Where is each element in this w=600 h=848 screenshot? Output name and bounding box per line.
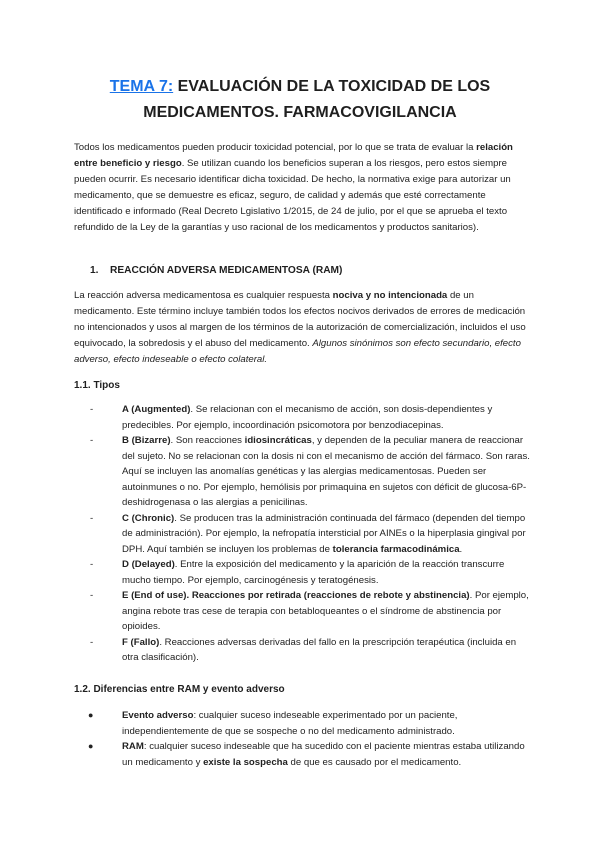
list-item [0,739,534,770]
item-text-2: de que es causado por el medicamento. [287,756,462,768]
list-item [0,635,534,666]
dash-marker: - [90,559,94,570]
list-item [0,557,534,588]
tipos-list [0,402,600,666]
title-line2: MEDICAMENTOS. FARMACOVIGILANCIA [143,104,457,121]
item-bold: D (Delayed) [122,559,175,570]
item-bold: Evento adverso [122,710,194,721]
item-bold: C (Chronic) [122,512,175,524]
bullet-marker: ● [88,710,94,720]
item-text: . Reacciones adversas derivadas del fallo en la prescripción terapéutica (incluida en otra clasificación). [122,636,517,663]
dash-marker: - [90,636,94,648]
intro-text-2: . Se utilizan cuando los beneficios superan a los riesgos, pero estos siempre pueden ocurrir. Es necesario identificar dicha toxicidad. De hecho, la normativa exige para autorizar un medicamento, que se demuestre es eficaz, seguro, de calidad y además que esté correctamente identificado e informado (Real Decreto Lgislativo 1/2015, de 24 de julio, por el que se aprueba el texto refundido de la Ley de la garantías y uso racional de los medicamentos y productos sanitarios). [74,158,511,233]
bullet-marker: ● [88,741,94,751]
list-item [0,402,534,433]
item-bold: B (Bizarre) [122,435,171,446]
list-item [0,511,534,558]
ram-bold-1: nociva y no intencionada [332,290,448,301]
subheading-tipos: 1.1. Tipos [74,380,120,391]
list-item [0,433,534,511]
list-item [0,588,534,635]
item-bold: F (Fallo) [122,636,160,648]
item-bold-2: tolerancia farmacodinámica [332,543,460,555]
item-text: : cualquier suceso indeseable experimentado por un paciente, independientemente de que se sospeche o no del medicamento administrado. [122,710,458,737]
tema-link[interactable]: TEMA 7: [109,78,174,95]
item-bold: E (End of use). Reacciones por retirada (reacciones de rebote y abstinencia) [122,590,470,601]
section-number: 1. [90,265,99,276]
page-title [60,74,540,126]
subheading-diferencias: 1.2. Diferencias entre RAM y evento adverso [74,684,285,695]
list-item [0,708,534,739]
item-text-2: , y dependen de la peculiar manera de reaccionar del sujeto. No se relacionan con la dosis ni con el mecanismo de acción del fármaco. Son raras. Aquí se incluyen las anomalías genéticas y las alergias medicamentosas. Pueden ser autoinmunes o no. Por ejemplo, hemólisis por primaquina en sujetos con déficit de glucosa-6P-deshidrogenasa o las alergias a penicilinas. [122,435,530,508]
dash-marker: - [90,435,94,446]
item-text: . Por ejemplo, angina rebote tras cese de terapia con betabloqueantes o el síndrome de abstinencia por opioides. [122,590,529,632]
item-text: . Entre la exposición del medicamento y la aparición de la reacción transcurre mucho tiempo. Por ejemplo, carcinogénesis y teratogénesis. [122,559,505,586]
item-bold: RAM [122,741,144,752]
intro-text-1: Todos los medicamentos pueden producir toxicidad potencial, por lo que se trata de evaluar la [74,142,477,153]
ram-paragraph [74,288,532,368]
intro-bold-1: relación entre beneficio y riesgo [74,142,513,169]
intro-paragraph [74,140,532,236]
item-text: . Son reacciones [170,435,245,446]
title-line1: EVALUACIÓN DE LA TOXICIDAD DE LOS [173,78,491,95]
item-text: : cualquier suceso indeseable que ha sucedido con el paciente mientras estaba utilizando un medicamento y [122,741,525,768]
item-bold: A (Augmented) [122,404,191,415]
ram-text-2: de un medicamento. Este término incluye también todos los efectos nocivos derivados de errores de medicación no intencionados y usos al margen de los términos de la autorización de comercialización, incluidos el uso equivocado, la sobredosis y el abuso del medicamento. [74,290,526,349]
dash-marker: - [90,404,94,415]
ram-text-1: La reacción adversa medicamentosa es cualquier respuesta [74,290,333,301]
section-title: REACCIÓN ADVERSA MEDICAMENTOSA (RAM) [110,265,343,276]
item-text: . Se relacionan con el mecanismo de acción, son dosis-dependientes y predecibles. Por ejemplo, incoordinación psicomotora por benzodiacepinas. [122,404,493,431]
dash-marker: - [90,512,94,524]
item-bold-2: idiosincráticas [244,435,312,446]
item-text: . Se producen tras la administración continuada del fármaco (dependen del tiempo de administración). Por ejemplo, la nefropatía intersticial por AINEs o la hiperplasia gingival por DPH. Aquí también se incluyen los problemas de [122,512,526,555]
item-bold-2: existe la sospecha [203,756,288,768]
ram-italic-1: Algunos sinónimos son efecto secundario, efecto adverso, efecto indeseable o efecto colateral. [74,338,521,365]
item-text-2: . [459,543,463,555]
diferencias-list [0,708,600,770]
dash-marker: - [90,590,94,601]
section-heading-ram [90,265,342,276]
